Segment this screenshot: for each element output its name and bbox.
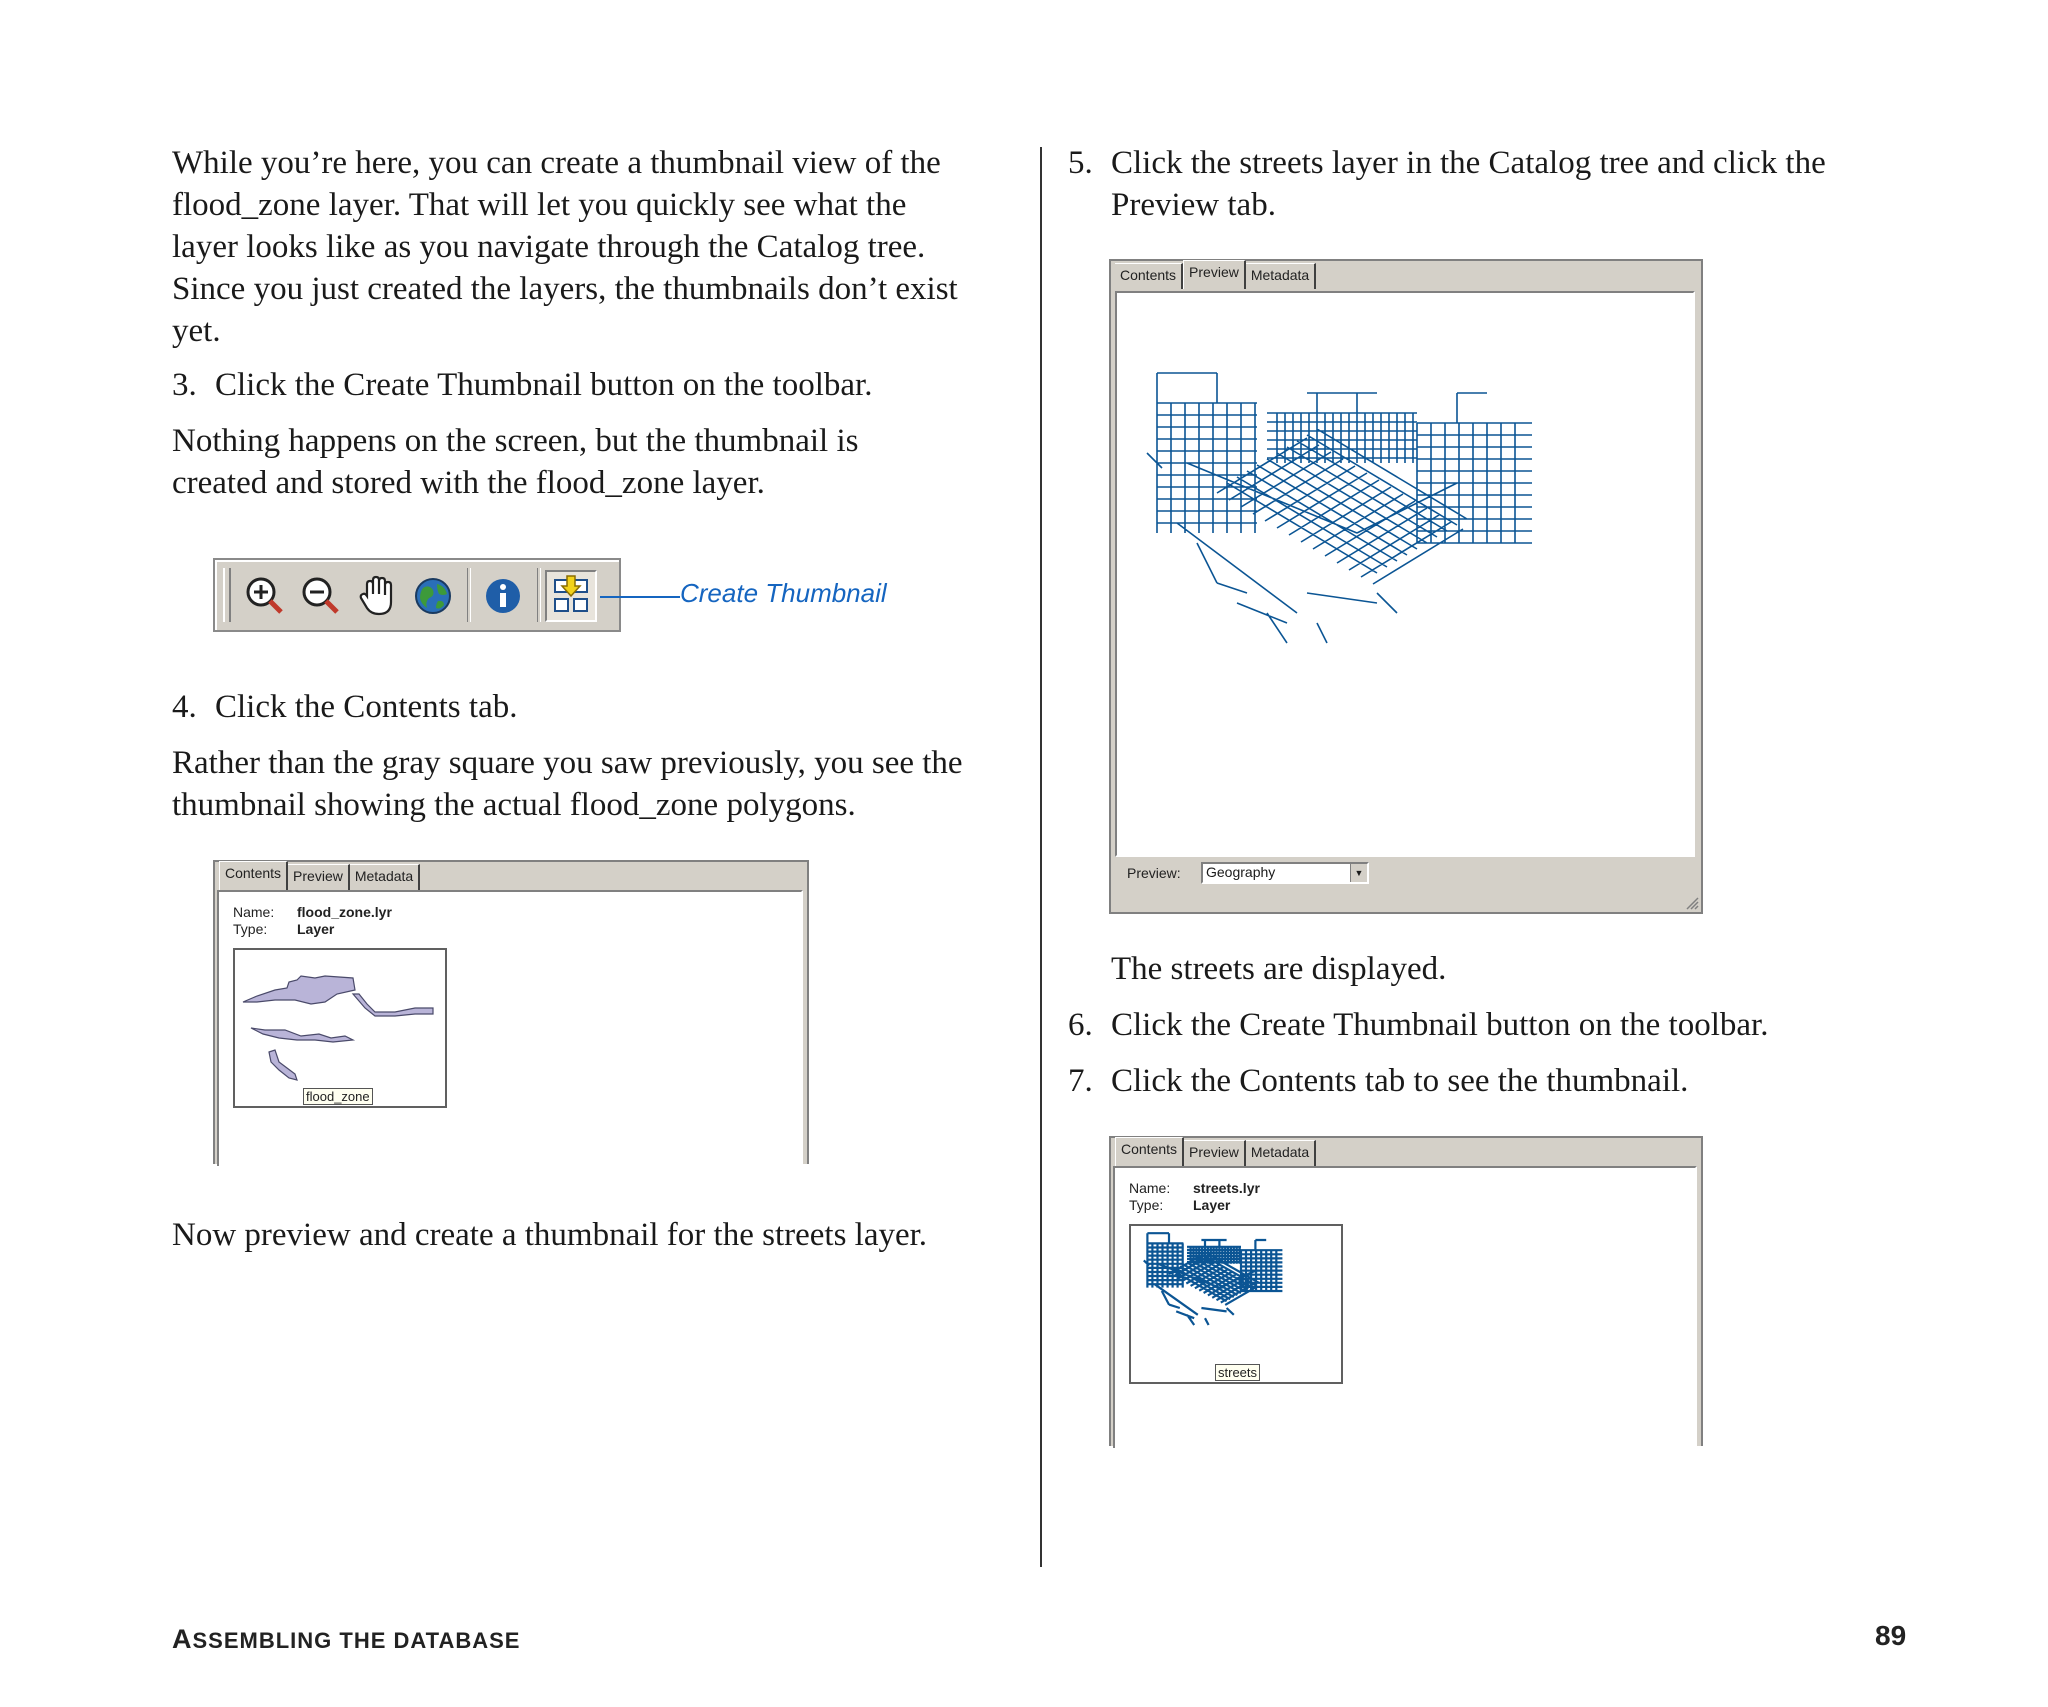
preview-view [1115,291,1695,857]
identify-button[interactable] [477,570,529,622]
catalog-preview-panel-streets [1109,259,1703,914]
text-line: While you’re here, you can create a thumbnail view of the [172,145,941,181]
contents-view [217,890,803,1166]
preview-label: Preview: [1127,865,1181,881]
streets-displayed-text [1111,948,1446,990]
catalog-contents-panel-streets [1109,1136,1703,1446]
text-line: Nothing happens on the screen, but the thumbnail is [172,423,859,459]
thumbnail-caption: streets [1215,1364,1260,1381]
street-lines [1144,1233,1283,1325]
text-line: The streets are displayed. [1111,951,1447,987]
create-thumbnail-button[interactable] [545,570,597,622]
text-line: layer looks like as you navigate through the Catalog tree. [172,229,926,265]
flood-zone-polygons-map [235,950,445,1106]
section-title [172,1624,520,1655]
text-line: Click the streets layer in the Catalog tree and click the [1111,145,1826,181]
text-line: created and stored with the flood_zone layer. [172,465,765,501]
toolbar-grip[interactable] [223,568,231,622]
section-title-rest: SSEMBLING THE DATABASE [192,1628,521,1653]
explanation-paragraph [172,420,858,504]
page-number: 89 [1875,1620,1907,1651]
tab-preview[interactable]: Preview [1183,260,1246,289]
step-text [1111,142,1826,226]
tab-strip [1115,263,1316,289]
text-line: Now preview and create a thumbnail for the streets layer. [172,1217,928,1253]
zoom-in-icon [243,574,287,618]
streets-thumbnail-map [1131,1226,1341,1382]
tab-preview[interactable]: Preview [1184,1140,1246,1166]
name-label: Name: [1129,1180,1171,1196]
step-7 [1068,1060,1689,1102]
step-3 [172,364,873,406]
preview-type-dropdown[interactable] [1201,862,1369,884]
step-number: 7. [1068,1063,1093,1099]
streets-thumbnail [1129,1224,1343,1384]
chevron-down-icon[interactable]: ▼ [1350,864,1367,882]
step-number: 4. [172,689,197,725]
step-text: Click the Create Thumbnail button on the toolbar. [1111,1007,1769,1043]
zoom-out-icon [299,574,343,618]
zoom-out-button[interactable] [295,570,347,622]
globe-icon [411,574,455,618]
tab-metadata[interactable]: Metadata [1246,263,1316,289]
intro-paragraph [172,142,958,352]
full-extent-button[interactable] [407,570,459,622]
toolbar-separator [467,568,471,622]
catalog-contents-panel-flood-zone [213,860,809,1164]
text-line: thumbnail showing the actual flood_zone polygons. [172,787,856,823]
flood-zone-thumbnail [233,948,447,1108]
name-value: streets.lyr [1193,1180,1260,1196]
text-line: yet. [172,313,221,349]
tab-metadata[interactable]: Metadata [350,864,420,890]
type-value: Layer [1193,1197,1231,1213]
preview-type-value: Geography [1206,864,1276,880]
text-line: flood_zone layer. That will let you quickly see what the [172,187,907,223]
step-5 [1068,142,1826,223]
thumbnail-caption: flood_zone [303,1088,373,1105]
step-4 [172,686,518,728]
step-text: Click the Create Thumbnail button on the toolbar. [215,367,873,403]
type-label: Type: [233,921,268,937]
step-text: Click the Contents tab. [215,689,518,725]
tab-strip [219,864,420,890]
street-network-path [1147,373,1532,643]
type-label: Type: [1129,1197,1164,1213]
name-label: Name: [233,904,275,920]
tab-strip [1115,1140,1316,1166]
step-text: Click the Contents tab to see the thumbnail. [1111,1063,1689,1099]
tab-metadata[interactable]: Metadata [1246,1140,1316,1166]
toolbar-separator [537,568,541,622]
resize-grip-icon[interactable] [1683,894,1699,910]
tab-contents[interactable]: Contents [219,861,288,890]
pan-hand-icon [355,574,399,618]
step-6 [1068,1004,1769,1046]
tab-contents[interactable]: Contents [1115,1137,1184,1166]
text-line: Preview tab. [1111,187,1276,223]
column-divider [1040,147,1042,1567]
streets-preview-map [1117,293,1693,855]
tab-preview[interactable]: Preview [288,864,350,890]
pan-button[interactable] [351,570,403,622]
tab-contents[interactable]: Contents [1115,263,1183,289]
street-network-path [1144,1233,1283,1325]
section-title-initial: A [172,1624,193,1654]
transition-paragraph [172,1214,927,1256]
zoom-in-button[interactable] [239,570,291,622]
type-value: Layer [297,921,335,937]
create-thumbnail-callout: Create Thumbnail [680,578,887,608]
step-number: 6. [1068,1007,1093,1043]
create-thumbnail-icon [549,574,593,618]
step-number: 3. [172,367,197,403]
text-line: Rather than the gray square you saw previously, you see the [172,745,963,781]
text-line: Since you just created the layers, the thumbnails don’t exist [172,271,958,307]
callout-leader-line [600,596,680,598]
street-lines [1147,373,1532,643]
info-icon [481,574,525,618]
result-paragraph [172,742,963,826]
step-number: 5. [1068,145,1093,181]
toolbar [213,558,621,632]
name-value: flood_zone.lyr [297,904,392,920]
contents-view [1113,1166,1697,1448]
